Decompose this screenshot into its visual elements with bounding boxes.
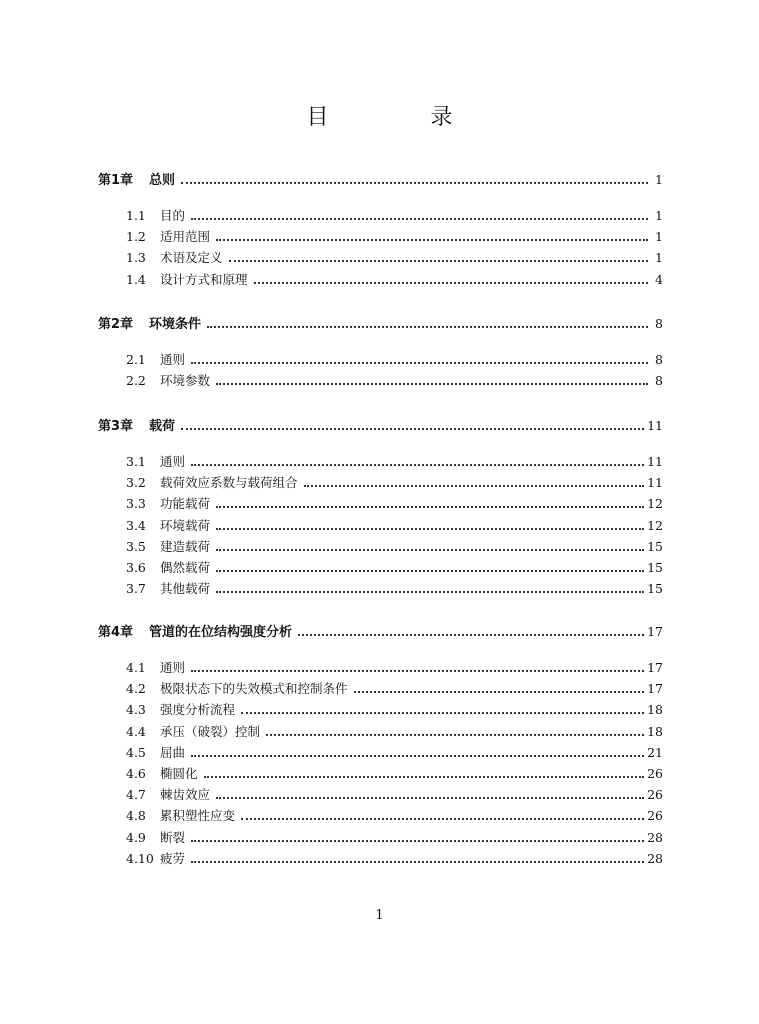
toc-chapter-entry: [98, 418, 663, 435]
dot-leader: [241, 702, 644, 714]
section-number: 3.6: [126, 560, 146, 575]
dot-leader: [191, 208, 648, 220]
section-number: 4.2: [126, 681, 146, 697]
toc-chapter-entry: [98, 316, 663, 333]
section-title: 环境载荷: [160, 517, 211, 533]
toc-section-entry: [126, 724, 663, 740]
toc-section-entry: [126, 787, 663, 803]
toc-section-entry: [126, 660, 663, 676]
section-number: 3.5: [126, 538, 146, 554]
section-page-number: 15: [647, 581, 663, 597]
toc-section-entry: [126, 454, 663, 470]
section-page-number: 1: [655, 250, 663, 266]
section-title: 极限状态下的失效模式和控制条件: [160, 681, 348, 697]
dot-leader: [216, 496, 644, 508]
section-page-number: 12: [647, 517, 663, 533]
section-title: 功能载荷: [160, 496, 211, 512]
dot-leader: [216, 581, 644, 593]
section-page-number: 17: [647, 681, 663, 697]
toc-section-entry: [126, 681, 663, 697]
toc-chapter-entry: [98, 172, 663, 189]
section-number: 1.4: [126, 271, 146, 287]
section-page-number: 15: [647, 560, 663, 575]
dot-leader: [181, 418, 644, 430]
chapter-page-number: 8: [655, 316, 663, 331]
section-number: 4.8: [126, 808, 146, 824]
section-number: 4.1: [126, 660, 146, 675]
toc-section-entry: [126, 229, 663, 245]
dot-leader: [298, 624, 644, 636]
toc-section-entry: [126, 851, 663, 867]
section-number: 1.3: [126, 250, 146, 266]
section-number: 1.1: [126, 208, 146, 223]
section-title: 其他载荷: [160, 581, 211, 597]
toc-section-entry: [126, 808, 663, 824]
section-title: 棘齿效应: [160, 787, 211, 803]
section-title: 疲劳: [160, 850, 186, 866]
chapter-title: 管道的在位结构强度分析: [149, 625, 293, 640]
section-title: 累积塑性应变: [160, 808, 236, 824]
toc-section-entry: [126, 581, 663, 597]
chapter-number: 第1章: [98, 173, 134, 188]
dot-leader: [254, 272, 648, 284]
chapter-page-number: 11: [647, 418, 663, 433]
section-number: 4.10: [126, 850, 154, 866]
section-page-number: 11: [647, 475, 663, 491]
dot-leader: [266, 724, 644, 736]
chapter-title: 环境条件: [149, 317, 202, 332]
section-page-number: 12: [647, 496, 663, 512]
dot-leader: [216, 539, 644, 551]
toc-section-entry: [126, 352, 663, 368]
toc-section-entry: [126, 539, 663, 555]
section-title: 偶然载荷: [160, 560, 211, 575]
section-page-number: 26: [647, 787, 663, 803]
toc-section-entry: [126, 250, 663, 266]
section-page-number: 1: [655, 208, 663, 223]
section-title: 设计方式和原理: [160, 271, 248, 287]
section-page-number: 15: [647, 538, 663, 554]
toc-chapter-entry: [98, 624, 663, 641]
toc-section-entry: [126, 496, 663, 512]
dot-leader: [207, 316, 648, 328]
dot-leader: [304, 475, 645, 487]
section-title: 通则: [160, 352, 186, 367]
dot-leader: [216, 229, 648, 241]
chapter-page-number: 17: [647, 624, 663, 639]
section-title: 通则: [160, 454, 186, 469]
section-number: 4.6: [126, 766, 146, 781]
section-page-number: 17: [647, 660, 663, 675]
section-number: 3.1: [126, 454, 146, 469]
section-page-number: 26: [647, 808, 663, 824]
section-number: 2.2: [126, 373, 146, 389]
section-title: 椭圆化: [160, 766, 198, 781]
dot-leader: [191, 830, 644, 842]
section-page-number: 11: [647, 454, 663, 469]
section-title: 环境参数: [160, 373, 211, 389]
toc-section-entry: [126, 702, 663, 718]
section-number: 4.4: [126, 723, 146, 739]
chapter-title: 总则: [149, 173, 176, 188]
section-number: 4.9: [126, 829, 146, 845]
section-page-number: 4: [655, 271, 663, 287]
section-title: 术语及定义: [160, 250, 223, 266]
section-page-number: 26: [647, 766, 663, 781]
section-page-number: 18: [647, 723, 663, 739]
toc-section-entry: [126, 475, 663, 491]
dot-leader: [216, 787, 644, 799]
chapter-number: 第2章: [98, 317, 134, 332]
section-title: 强度分析流程: [160, 702, 236, 718]
section-page-number: 21: [647, 744, 663, 760]
toc-section-entry: [126, 745, 663, 761]
dot-leader: [191, 851, 644, 863]
section-page-number: 8: [655, 352, 663, 367]
section-number: 3.3: [126, 496, 146, 512]
dot-leader: [191, 352, 648, 364]
toc-section-entry: [126, 208, 663, 224]
section-title: 建造载荷: [160, 538, 211, 554]
chapter-number: 第4章: [98, 625, 134, 640]
section-number: 3.4: [126, 517, 146, 533]
section-title: 承压（破裂）控制: [160, 723, 261, 739]
section-title: 断裂: [160, 829, 186, 845]
section-page-number: 8: [655, 373, 663, 389]
chapter-title: 载荷: [149, 419, 176, 434]
section-page-number: 18: [647, 702, 663, 718]
section-number: 4.7: [126, 787, 146, 803]
section-number: 2.1: [126, 352, 146, 367]
section-page-number: 28: [647, 850, 663, 866]
chapter-page-number: 1: [655, 172, 663, 187]
toc-section-entry: [126, 766, 663, 782]
dot-leader: [216, 560, 644, 572]
section-title: 适用范围: [160, 229, 211, 245]
section-number: 1.2: [126, 229, 146, 245]
toc-section-entry: [126, 560, 663, 576]
dot-leader: [216, 518, 644, 530]
dot-leader: [241, 808, 644, 820]
chapter-number: 第3章: [98, 419, 134, 434]
dot-leader: [181, 172, 648, 184]
section-title: 屈曲: [160, 744, 186, 760]
dot-leader: [191, 745, 644, 757]
section-number: 4.3: [126, 702, 146, 718]
section-title: 通则: [160, 660, 186, 675]
toc-section-entry: [126, 373, 663, 389]
section-page-number: 28: [647, 829, 663, 845]
dot-leader: [216, 373, 648, 385]
dot-leader: [191, 454, 644, 466]
dot-leader: [191, 660, 644, 672]
section-number: 3.2: [126, 475, 146, 491]
toc-section-entry: [126, 272, 663, 288]
section-number: 3.7: [126, 581, 146, 597]
section-number: 4.5: [126, 744, 146, 760]
page-title: 目 录: [306, 105, 493, 130]
footer-page-number: 1: [375, 908, 384, 923]
section-page-number: 1: [655, 229, 663, 245]
dot-leader: [229, 250, 648, 262]
dot-leader: [204, 766, 645, 778]
toc-section-entry: [126, 518, 663, 534]
dot-leader: [354, 681, 645, 693]
section-title: 目的: [160, 208, 186, 223]
section-title: 载荷效应系数与载荷组合: [160, 475, 298, 491]
toc-section-entry: [126, 830, 663, 846]
